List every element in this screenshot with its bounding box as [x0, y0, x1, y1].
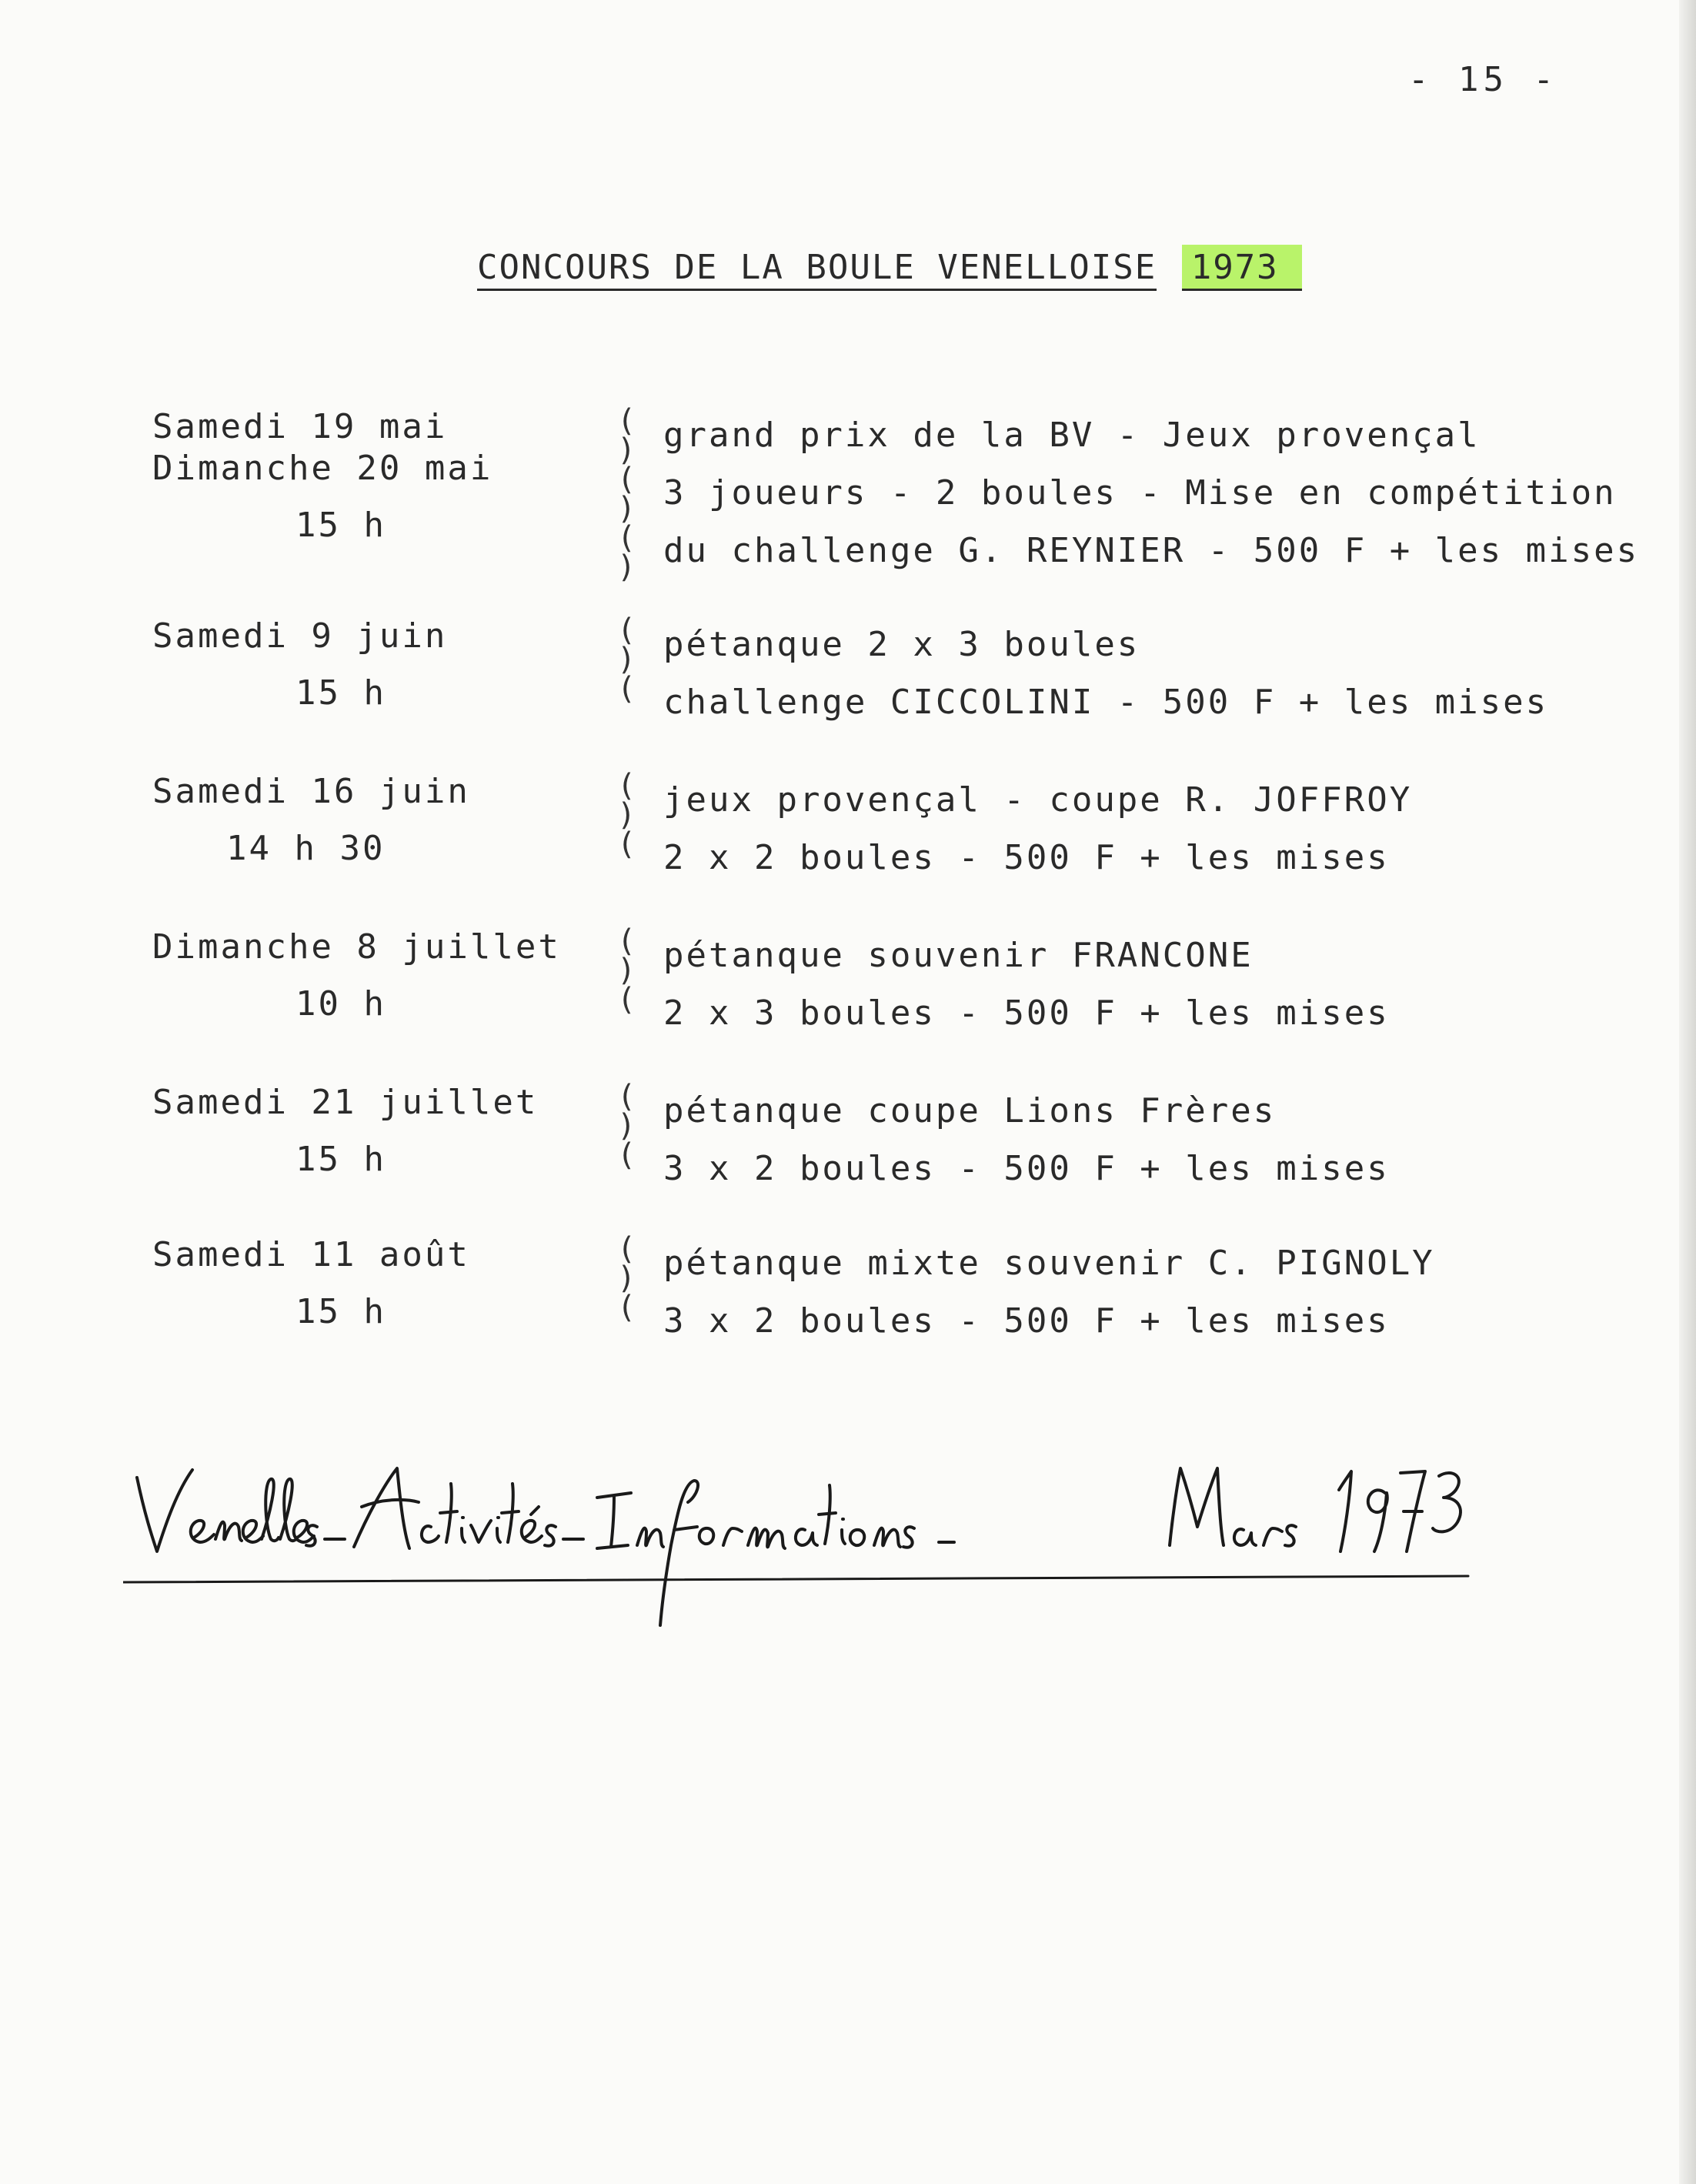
event-when	[152, 771, 614, 870]
event-line: pétanque 2 x 3 boules	[663, 625, 1140, 664]
event-line: 3 joueurs - 2 boules - Mise en compétition	[663, 473, 1617, 513]
event-line: pétanque souvenir FRANCONE	[663, 936, 1254, 975]
event-time: 15 h	[295, 1140, 386, 1179]
page-title	[477, 248, 1302, 287]
event-description	[663, 771, 1694, 887]
event-time: 14 h 30	[226, 829, 386, 868]
event-date: Samedi 16 juin	[152, 772, 470, 811]
event-when	[152, 1082, 614, 1180]
event-line: 3 x 2 boules - 500 F + les mises	[663, 1149, 1390, 1188]
handwritten-note-drawing	[123, 1453, 1477, 1630]
event-time: 10 h	[295, 984, 386, 1024]
bracket-column: ( ) ( ) ( )	[617, 403, 636, 585]
event-date: Samedi 19 mai	[152, 407, 448, 446]
event-description	[663, 406, 1694, 579]
event-when	[152, 616, 614, 714]
event-line: 2 x 3 boules - 500 F + les mises	[663, 993, 1390, 1033]
event-line: grand prix de la BV - Jeux provençal	[663, 416, 1481, 455]
event-line: challenge CICCOLINI - 500 F + les mises	[663, 683, 1549, 722]
event-line: 3 x 2 boules - 500 F + les mises	[663, 1301, 1390, 1341]
event-time: 15 h	[295, 673, 386, 713]
event-when	[152, 1234, 614, 1333]
event-when	[152, 927, 614, 1025]
event-description	[663, 1082, 1694, 1197]
title-year-highlight: 1973	[1182, 245, 1302, 291]
event-line: pétanque coupe Lions Frères	[663, 1091, 1277, 1130]
event-description	[663, 1234, 1694, 1350]
event-date: Samedi 9 juin	[152, 616, 448, 656]
event-date: Dimanche 20 mai	[152, 449, 493, 488]
bracket-column: ( ) (	[617, 1079, 636, 1173]
event-date: Samedi 11 août	[152, 1235, 470, 1274]
event-time: 15 h	[295, 1292, 386, 1331]
page-number: - 15 -	[1408, 60, 1558, 99]
bracket-column: ( ) (	[617, 1231, 636, 1325]
handwritten-note	[123, 1453, 1477, 1630]
event-line: du challenge G. REYNIER - 500 F + les mises	[663, 531, 1640, 570]
event-description	[663, 927, 1694, 1042]
bracket-column: ( ) (	[617, 923, 636, 1017]
event-date: Samedi 21 juillet	[152, 1083, 539, 1122]
event-line: jeux provençal - coupe R. JOFFROY	[663, 780, 1413, 820]
bracket-column: ( ) (	[617, 768, 636, 862]
event-time: 15 h	[295, 506, 386, 545]
event-line: pétanque mixte souvenir C. PIGNOLY	[663, 1244, 1435, 1283]
event-description	[663, 616, 1694, 731]
title-text: CONCOURS DE LA BOULE VENELLOISE	[477, 248, 1157, 291]
event-date: Dimanche 8 juillet	[152, 927, 561, 967]
bracket-column: ( ) (	[617, 613, 636, 706]
event-line: 2 x 2 boules - 500 F + les mises	[663, 838, 1390, 877]
event-when	[152, 406, 614, 546]
